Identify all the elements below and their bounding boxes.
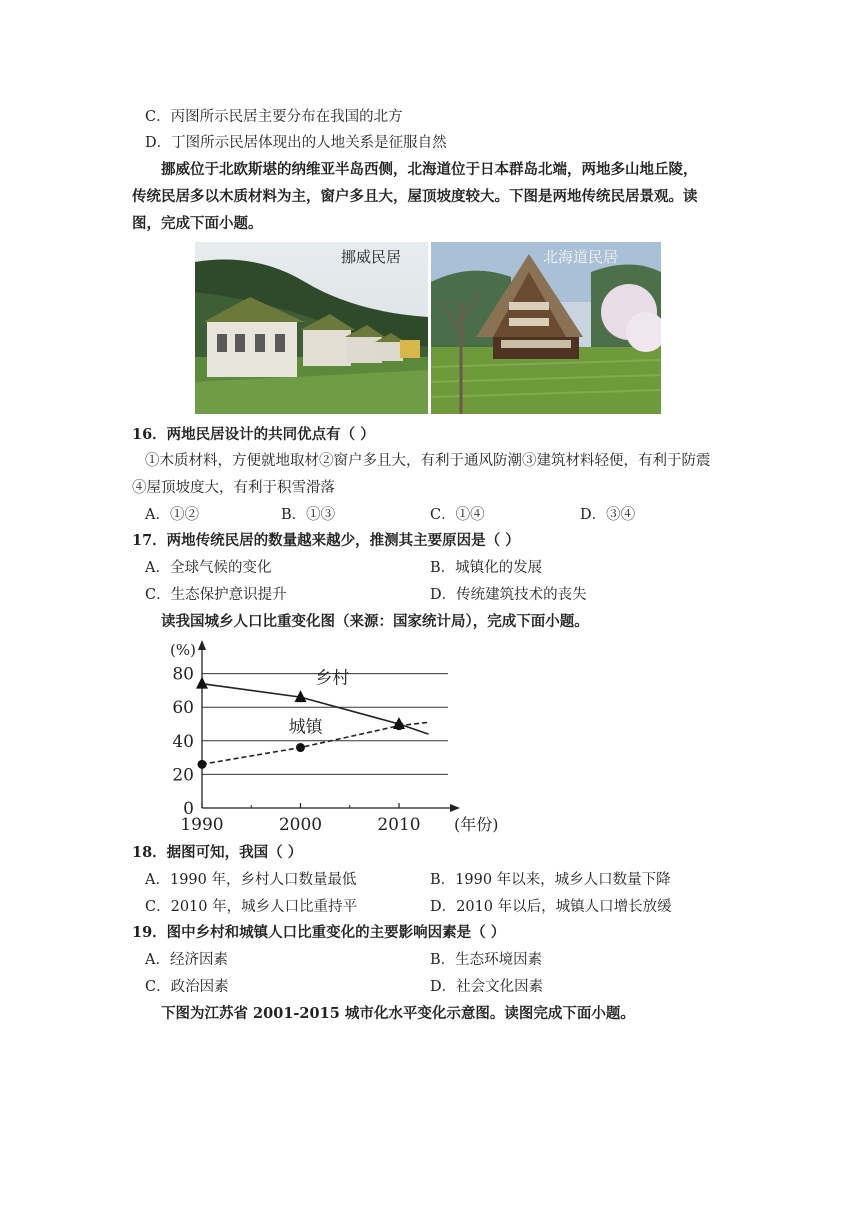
rural-marker-1990	[196, 677, 208, 689]
y-axis-unit: (%)	[170, 641, 196, 659]
q16-statements-line1: ①木质材料，方便就地取材②窗户多且大，有利于通风防潮③建筑材料轻便，有利于防震	[145, 453, 711, 469]
q18-option-c[interactable]: C．2010 年，城乡人口比重持平	[145, 899, 358, 915]
series-label-rural: 乡村	[315, 668, 350, 689]
q16-option-d[interactable]: D．③④	[580, 507, 636, 523]
urban-marker-1990	[198, 760, 207, 769]
x-axis-label: (年份)	[454, 815, 499, 834]
population-ratio-chart	[160, 638, 530, 838]
y-tick-label-40: 40	[172, 731, 194, 752]
x-axis-arrow	[450, 804, 460, 812]
hokkaido-house-photo	[431, 242, 661, 414]
y-tick-label-60: 60	[172, 698, 194, 719]
y-tick-label-20: 20	[172, 765, 194, 786]
intro-paragraph-line1: 挪威位于北欧斯堪的纳维亚半岛西侧，北海道位于日本群岛北端，两地多山地丘陵，	[161, 161, 698, 178]
q19-option-c[interactable]: C．政治因素	[145, 979, 229, 995]
q18-stem: 18．据图可知，我国（ ）	[132, 844, 303, 861]
q17-option-a[interactable]: A．全球气候的变化	[145, 560, 272, 576]
y-tick-label-0: 0	[183, 799, 194, 819]
q19-option-a[interactable]: A．经济因素	[145, 952, 228, 968]
q16-option-c[interactable]: C．①④	[430, 507, 485, 523]
q16-stem: 16．两地民居设计的共同优点有（ ）	[132, 426, 375, 443]
urban-marker-2010	[395, 721, 404, 730]
option-c-prev: C．丙图所示民居主要分布在我国的北方	[145, 109, 403, 125]
intro-paragraph-line3: 图，完成下面小题。	[132, 215, 263, 232]
x-tick-label-2010: 2010	[377, 815, 421, 835]
hokkaido-photo-label: 北海道民居	[543, 248, 619, 266]
q19-option-b[interactable]: B．生态环境因素	[430, 952, 543, 968]
q17-option-d[interactable]: D．传统建筑技术的丧失	[430, 587, 587, 603]
q19-option-d[interactable]: D．社会文化因素	[430, 979, 544, 995]
q16-option-b[interactable]: B．①③	[281, 507, 336, 523]
q16-option-a[interactable]: A．①②	[145, 507, 199, 523]
series-label-urban: 城镇	[288, 717, 323, 738]
q17-option-b[interactable]: B．城镇化的发展	[430, 560, 543, 576]
q17-stem: 17．两地传统民居的数量越来越少，推测其主要原因是（ ）	[132, 532, 520, 549]
x-tick-label-2000: 2000	[278, 815, 323, 835]
y-axis-arrow	[198, 640, 206, 650]
chart-intro: 读我国城乡人口比重变化图（来源：国家统计局），完成下面小题。	[161, 613, 589, 630]
q17-option-c[interactable]: C．生态保护意识提升	[145, 587, 287, 603]
q18-option-a[interactable]: A．1990 年，乡村人口数量最低	[145, 872, 357, 888]
urban-marker-2000	[296, 743, 305, 752]
option-d-prev: D．丁图所示民居体现出的人地关系是征服自然	[145, 135, 447, 151]
q18-option-b[interactable]: B．1990 年以来，城乡人口数量下降	[430, 872, 671, 888]
next-intro: 下图为江苏省 2001-2015 城市化水平变化示意图。读图完成下面小题。	[161, 1005, 635, 1022]
x-tick-label-1990: 1990	[180, 815, 224, 835]
norway-photo-label: 挪威民居	[341, 248, 402, 266]
q18-option-d[interactable]: D．2010 年以后，城镇人口增长放缓	[430, 899, 672, 915]
y-tick-label-80: 80	[172, 664, 194, 685]
intro-paragraph-line2: 传统民居多以木质材料为主，窗户多且大，屋顶坡度较大。下图是两地传统民居景观。读	[132, 188, 698, 205]
norway-house-photo	[195, 242, 428, 414]
q19-stem: 19．图中乡村和城镇人口比重变化的主要影响因素是（ ）	[132, 924, 506, 941]
q16-statements-line2: ④屋顶坡度大，有利于积雪滑落	[132, 480, 335, 496]
